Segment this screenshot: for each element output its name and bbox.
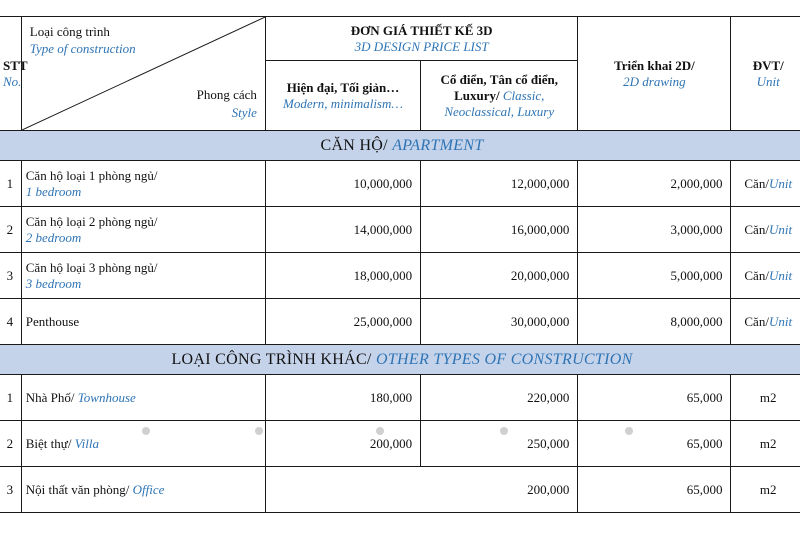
classic-title-en2: Neoclassical, Luxury <box>444 103 555 119</box>
section-title-en: OTHER TYPES OF CONSTRUCTION <box>375 350 633 368</box>
row-stt: 1 <box>0 161 21 207</box>
section-title-vi: CĂN HỘ/ <box>320 136 393 154</box>
row-price-2d: 65,000 <box>578 467 731 513</box>
deploy2d-title-en: 2D drawing <box>623 73 686 89</box>
classic-title-en: Classic, <box>502 87 545 103</box>
style-label-en: Style <box>231 105 257 120</box>
row-stt: 3 <box>0 253 21 299</box>
row-name <box>21 375 265 421</box>
row-unit-en: Unit <box>768 175 793 191</box>
header-row <box>0 17 800 61</box>
row-name-en: Townhouse <box>77 389 136 405</box>
row-unit-en: Unit <box>768 267 793 283</box>
row-unit-en: Unit <box>768 221 793 237</box>
row-price-2d: 65,000 <box>578 421 731 467</box>
section-other-types <box>0 345 800 375</box>
row-price-classic: 30,000,000 <box>421 299 578 345</box>
modern-title-vi: Hiện đại, Tối giản… <box>286 79 400 95</box>
row-unit-vi: Căn/ <box>744 267 769 283</box>
type-label-vi: Loại công trình <box>29 24 110 39</box>
row-price-modern: 180,000 <box>265 375 420 421</box>
row-price-modern: 18,000,000 <box>265 253 420 299</box>
row-name <box>21 253 265 299</box>
row-name-en: Office <box>132 481 165 497</box>
row-name-vi: Biệt thự/ <box>25 435 75 451</box>
unit-header <box>731 17 800 131</box>
row-name-en: 1 bedroom <box>25 183 82 199</box>
row-unit <box>731 299 800 345</box>
row-stt: 2 <box>0 421 21 467</box>
row-stt: 2 <box>0 207 21 253</box>
style-label-vi: Phong cách <box>196 87 257 102</box>
row-name-vi: Nội thất văn phòng/ <box>25 481 133 497</box>
section-title <box>0 345 800 375</box>
row-price-2d: 3,000,000 <box>578 207 731 253</box>
row-price-classic: 16,000,000 <box>421 207 578 253</box>
table-row <box>0 299 800 345</box>
row-name <box>21 161 265 207</box>
classic-title-line2 <box>425 88 573 104</box>
row-price-classic: 220,000 <box>421 375 578 421</box>
row-price-2d: 5,000,000 <box>578 253 731 299</box>
row-unit-vi: Căn/ <box>744 313 769 329</box>
table-row <box>0 375 800 421</box>
classic-title-vi: Cổ điển, Tân cổ điển, <box>440 71 558 87</box>
section-title <box>0 131 800 161</box>
row-name-vi: Căn hộ loại 3 phòng ngủ/ <box>25 259 158 275</box>
style-label <box>197 86 257 122</box>
deploy2d-header <box>578 17 731 131</box>
row-unit-vi: Căn/ <box>744 221 769 237</box>
table-row <box>0 253 800 299</box>
no-label: No. <box>3 73 22 89</box>
row-name-vi: Penthouse <box>25 313 80 329</box>
section-title-vi: LOẠI CÔNG TRÌNH KHÁC/ <box>171 350 376 368</box>
type-style-header <box>21 17 265 131</box>
row-price-classic: 250,000 <box>421 421 578 467</box>
type-label <box>30 23 136 57</box>
price3d-header <box>265 17 577 61</box>
row-name <box>21 467 265 513</box>
row-price-2d: 8,000,000 <box>578 299 731 345</box>
row-unit <box>731 253 800 299</box>
row-name <box>21 207 265 253</box>
row-price-2d: 65,000 <box>578 375 731 421</box>
modern-style-header <box>265 61 420 131</box>
deploy2d-title-vi: Triển khai 2D/ <box>614 57 695 73</box>
row-unit-vi: Căn/ <box>744 175 769 191</box>
row-stt: 3 <box>0 467 21 513</box>
design-price-table <box>0 16 800 513</box>
row-unit <box>731 207 800 253</box>
unit-title-en: Unit <box>756 73 780 89</box>
row-unit: m2 <box>731 375 800 421</box>
row-name-en: 2 bedroom <box>25 229 82 245</box>
row-price-modern: 200,000 <box>265 421 420 467</box>
row-unit <box>731 161 800 207</box>
row-price-modern: 14,000,000 <box>265 207 420 253</box>
stt-label: STT <box>3 57 28 73</box>
type-label-en: Type of construction <box>29 41 136 56</box>
row-name-vi: Căn hộ loại 2 phòng ngủ/ <box>25 213 158 229</box>
row-name-en: Villa <box>74 435 99 451</box>
row-price-2d: 2,000,000 <box>578 161 731 207</box>
table-row <box>0 207 800 253</box>
section-title-en: APARTMENT <box>392 136 484 154</box>
row-stt: 4 <box>0 299 21 345</box>
row-price-classic: 12,000,000 <box>421 161 578 207</box>
row-name <box>21 421 265 467</box>
price3d-title-en: 3D DESIGN PRICE LIST <box>354 38 489 54</box>
row-name-vi: Nhà Phố/ <box>25 389 78 405</box>
row-price-modern: 10,000,000 <box>265 161 420 207</box>
section-apartment <box>0 131 800 161</box>
table-row <box>0 161 800 207</box>
table-row <box>0 467 800 513</box>
row-unit-en: Unit <box>768 313 793 329</box>
stt-header <box>0 17 28 131</box>
row-unit: m2 <box>731 421 800 467</box>
classic-luxury-vi: Luxury/ <box>454 87 500 103</box>
row-unit: m2 <box>731 467 800 513</box>
modern-title-en: Modern, minimalism… <box>283 95 403 111</box>
row-price-classic: 20,000,000 <box>421 253 578 299</box>
row-price-modern: 25,000,000 <box>265 299 420 345</box>
price3d-title-vi: ĐƠN GIÁ THIẾT KẾ 3D <box>350 22 493 38</box>
unit-title-vi: ĐVT/ <box>752 57 784 73</box>
row-name <box>21 299 265 345</box>
classic-style-header <box>421 61 578 131</box>
row-name-en: 3 bedroom <box>25 275 82 291</box>
row-name-vi: Căn hộ loại 1 phòng ngủ/ <box>25 167 158 183</box>
row-price-merged: 200,000 <box>265 467 577 513</box>
table-row <box>0 421 800 467</box>
row-stt: 1 <box>0 375 21 421</box>
